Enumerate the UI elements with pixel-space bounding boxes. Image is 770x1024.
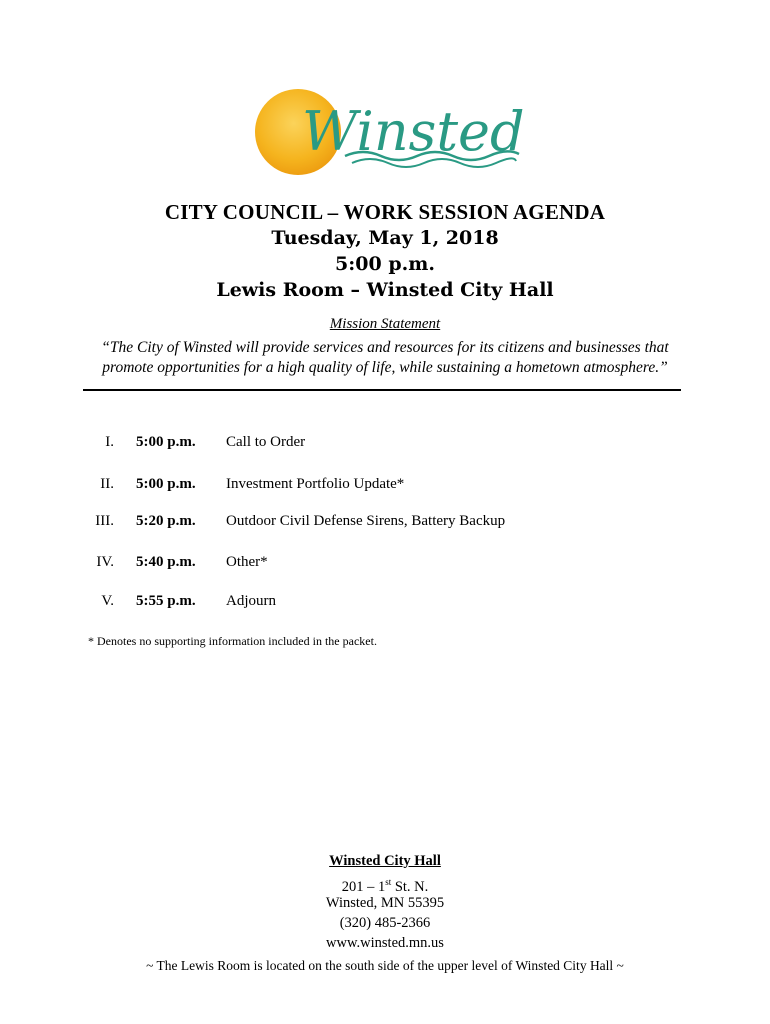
agenda-number: III.: [95, 513, 114, 529]
agenda-row: [0, 476, 770, 498]
agenda-item: Call to Order: [226, 434, 306, 450]
agenda-time: 5:00 p.m.: [136, 434, 196, 450]
footer-city: Winsted, MN 55395: [325, 895, 445, 911]
mission-line: promote opportunities for a high quality of life, while sustaining a hometown atmosphere.”: [102, 359, 668, 376]
meeting-time: 5:00 p.m.: [335, 253, 435, 275]
agenda-title: CITY COUNCIL – WORK SESSION AGENDA: [164, 200, 606, 224]
agenda-item: Outdoor Civil Defense Sirens, Battery Backup: [226, 513, 506, 529]
winsted-logo: [250, 88, 525, 178]
address-start: 201 – 1: [341, 879, 386, 895]
footer-website[interactable]: www.winsted.mn.us: [326, 935, 444, 951]
meeting-date: Tuesday, May 1, 2018: [271, 227, 499, 249]
agenda-number: V.: [101, 593, 114, 609]
meeting-location: Lewis Room – Winsted City Hall: [216, 279, 554, 301]
divider: [83, 389, 681, 391]
footer-title: Winsted City Hall: [329, 853, 441, 869]
agenda-time: 5:40 p.m.: [136, 554, 196, 570]
mission-line: “The City of Winsted will provide services and resources for its citizens and businesses that: [101, 339, 669, 356]
agenda-number: IV.: [96, 554, 114, 570]
agenda-number: I.: [105, 434, 114, 450]
mission-statement: [90, 338, 680, 378]
agenda-time: 5:20 p.m.: [136, 513, 196, 529]
address-end: St. N.: [391, 879, 429, 895]
agenda-row: [0, 513, 770, 535]
agenda-item: Other*: [226, 554, 268, 570]
footer-phone: (320) 485-2366: [339, 915, 431, 931]
lewis-room-note: ~ The Lewis Room is located on the south side of the upper level of Winsted City Hall ~: [146, 958, 624, 973]
winsted-logo-graphic: [250, 88, 525, 178]
agenda-row: [0, 434, 770, 456]
mission-title: Mission Statement: [329, 316, 441, 332]
agenda-row: [0, 554, 770, 576]
agenda-time: 5:55 p.m.: [136, 593, 196, 609]
agenda-row: [0, 593, 770, 615]
agenda-item: Adjourn: [226, 593, 276, 609]
agenda-time: 5:00 p.m.: [136, 476, 196, 492]
logo-text: Winsted: [302, 100, 525, 163]
agenda-item: Investment Portfolio Update*: [226, 476, 405, 492]
agenda-number: II.: [100, 476, 114, 492]
address-suffix: st: [385, 877, 392, 887]
packet-note: * Denotes no supporting information included in the packet.: [88, 634, 377, 648]
